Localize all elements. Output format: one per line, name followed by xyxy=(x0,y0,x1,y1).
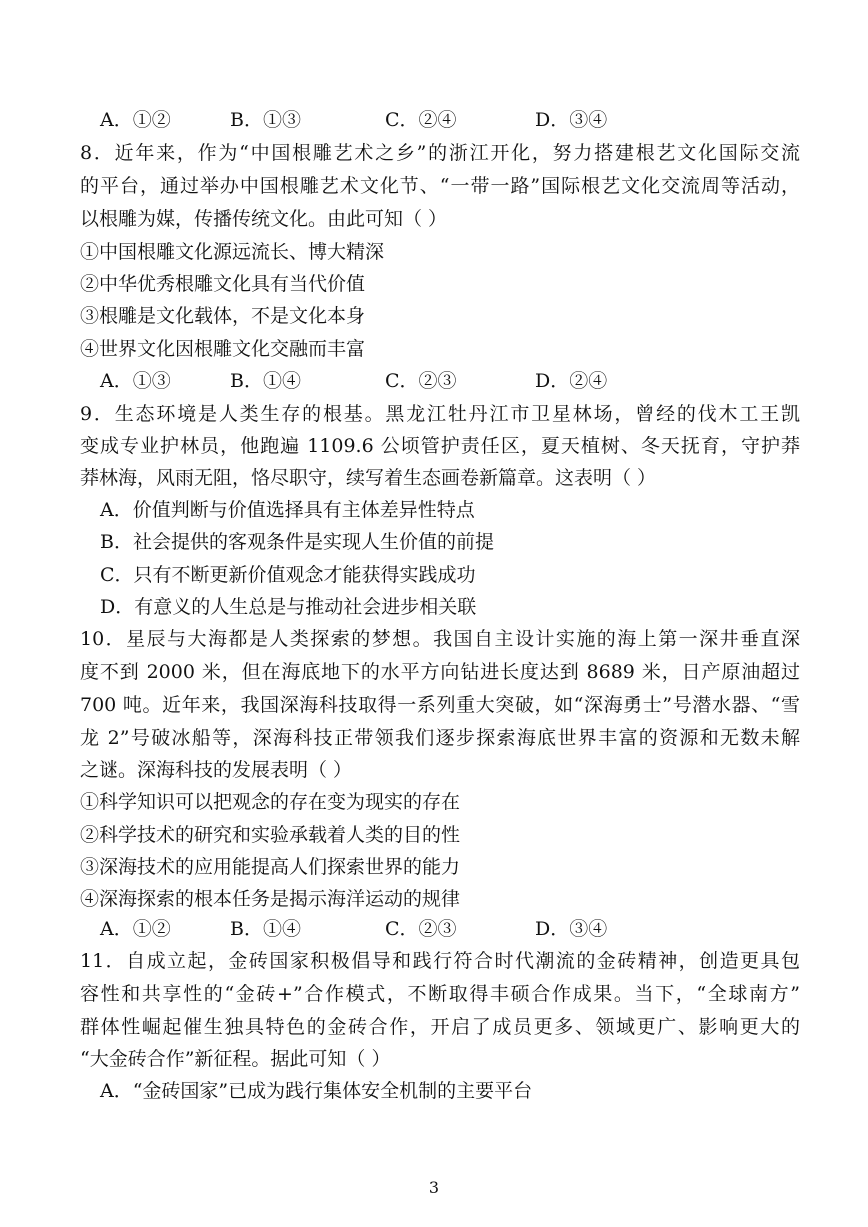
q7-option-d: D．③④ xyxy=(535,109,608,131)
q11-option-a: A．“金砖国家”已成为践行集体安全机制的主要平台 xyxy=(100,1080,533,1102)
q10-stem-line-2: 度不到 2000 米，但在海底地下的水平方向钻进长度达到 8689 米，日产原油超过 xyxy=(80,661,800,683)
q11-stem-line-4: “大金砖合作”新征程。据此可知（ ） xyxy=(80,1048,391,1070)
q9-option-c: C．只有不断更新价值观念才能获得实践成功 xyxy=(100,564,476,586)
q8-stem-line-3: 以根雕为媒，传播传统文化。由此可知（ ） xyxy=(80,208,448,230)
q8-option-d: D．②④ xyxy=(535,370,608,392)
q8-option-a: A．①③ xyxy=(100,370,171,392)
q10-option-b: B．①④ xyxy=(230,918,301,940)
q8-option-c: C．②③ xyxy=(385,370,457,392)
q10-statement-4: ④深海探索的根本任务是揭示海洋运动的规律 xyxy=(80,888,461,910)
q10-stem-line-3: 700 吨。近年来，我国深海科技取得一系列重大突破，如“深海勇士”号潜水器、“雪 xyxy=(80,694,800,716)
q8-statement-3: ③根雕是文化载体，不是文化本身 xyxy=(80,305,366,327)
q10-statement-2: ②科学技术的研究和实验承载着人类的目的性 xyxy=(80,824,461,846)
q9-stem-line-3: 莽林海，风雨无阻，恪尽职守，续写着生态画卷新篇章。这表明（ ） xyxy=(80,467,657,489)
q7-option-a: A．①② xyxy=(100,109,171,131)
q9-option-b: B．社会提供的客观条件是实现人生价值的前提 xyxy=(100,531,494,553)
q7-option-b: B．①③ xyxy=(230,109,301,131)
q10-stem-line-4: 龙 2”号破冰船等，深海科技正带领我们逐步探索海底世界丰富的资源和无数未解 xyxy=(80,727,800,749)
q9-stem-line-1: 9．生态环境是人类生存的根基。黑龙江牡丹江市卫星林场，曾经的伐木工王凯 xyxy=(80,403,800,425)
q8-stem-line-1: 8．近年来，作为“中国根雕艺术之乡”的浙江开化，努力搭建根艺文化国际交流 xyxy=(80,142,800,164)
q10-option-c: C．②③ xyxy=(385,918,457,940)
q8-statement-4: ④世界文化因根雕文化交融而丰富 xyxy=(80,338,366,360)
q8-statement-2: ②中华优秀根雕文化具有当代价值 xyxy=(80,273,366,295)
q7-option-c: C．②④ xyxy=(385,109,457,131)
q10-statement-1: ①科学知识可以把观念的存在变为现实的存在 xyxy=(80,791,461,813)
q9-option-d: D．有意义的人生总是与推动社会进步相关联 xyxy=(100,596,477,618)
q10-option-a: A．①② xyxy=(100,918,171,940)
q10-stem-line-1: 10．星辰与大海都是人类探索的梦想。我国自主设计实施的海上第一深井垂直深 xyxy=(80,628,800,650)
q11-stem-line-3: 群体性崛起催生独具特色的金砖合作，开启了成员更多、领域更广、影响更大的 xyxy=(80,1016,800,1038)
q10-stem-line-5: 之谜。深海科技的发展表明（ ） xyxy=(80,759,353,781)
q10-statement-3: ③深海技术的应用能提高人们探索世界的能力 xyxy=(80,856,461,878)
q9-option-a: A．价值判断与价值选择具有主体差异性特点 xyxy=(100,499,475,521)
q9-stem-line-2: 变成专业护林员，他跑遍 1109.6 公顷管护责任区，夏天植树、冬天抚育，守护莽 xyxy=(80,435,800,457)
q11-stem-line-2: 容性和共享性的“金砖+”合作模式，不断取得丰硕合作成果。当下，“全球南方” xyxy=(80,983,800,1005)
page-number: 3 xyxy=(428,1178,440,1197)
q8-option-b: B．①④ xyxy=(230,370,301,392)
q10-option-d: D．③④ xyxy=(535,918,608,940)
q8-statement-1: ①中国根雕文化源远流长、博大精深 xyxy=(80,241,385,263)
q11-stem-line-1: 11．自成立起，金砖国家积极倡导和践行符合时代潮流的金砖精神，创造更具包 xyxy=(80,950,800,972)
q8-stem-line-2: 的平台，通过举办中国根雕艺术文化节、“一带一路”国际根艺文化交流周等活动， xyxy=(80,175,800,197)
